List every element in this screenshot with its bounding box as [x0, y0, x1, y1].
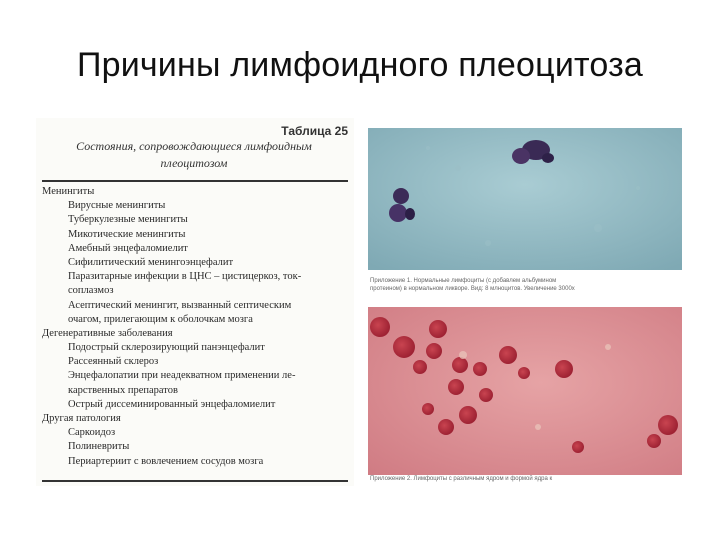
table-body [42, 180, 348, 482]
slide-title: Причины лимфоидного плеоцитоза [76, 46, 644, 84]
micrograph-top-svg [368, 128, 682, 270]
table-caption [44, 138, 344, 172]
table-row: Сифилитический менингоэнцефалит [68, 256, 234, 268]
figure1-caption-line2: протеином) в нормальном ликворе. Вид: 8 млноцитов. Увеличение 3000х [370, 286, 575, 292]
micrograph-lymphocytes-blue [368, 128, 682, 270]
table-row: Подострый склерозирующий панэнцефалит [68, 342, 265, 354]
table-caption-line1: Состояния, сопровождающиеся лимфоидным [76, 139, 312, 153]
table-category: Дегенеративные заболевания [42, 327, 173, 339]
table-row: Рассеянный склероз [68, 356, 159, 368]
table-row: очагом, прилегающим к оболочкам мозга [68, 313, 253, 325]
table-row: соплазмоз [68, 285, 114, 297]
figure1-caption [370, 277, 682, 295]
micrograph-lymphocytes-red [368, 307, 682, 475]
table-row: Полиневриты [68, 441, 130, 453]
table-row: Энцефалопатии при неадекватном применении ле- [68, 370, 296, 382]
table-row: Паразитарные инфекции в ЦНС – цистицеркоз, ток- [68, 271, 302, 283]
table-category: Менингиты [42, 186, 95, 197]
figure1-caption-line1: Приложение 1. Нормальные лимфоциты (с добавлем альбумином [370, 278, 557, 284]
table-caption-line2: плеоцитозом [160, 156, 228, 170]
table-row: Саркоидоз [68, 427, 116, 439]
table-row: Микотические менингиты [68, 228, 186, 240]
table-scan [36, 118, 354, 486]
micrograph-bottom-svg [368, 307, 682, 475]
figure2-caption: Приложение 2. Лимфоциты с различным ядром и формой ядра к [370, 476, 553, 482]
table-row: Вирусные менингиты [68, 200, 166, 212]
table-row: Туберкулезные менингиты [68, 214, 188, 226]
table-row: Острый диссеминированный энцефаломиелит [68, 398, 276, 410]
table-category: Другая патология [42, 413, 121, 424]
table-number: Таблица 25 [281, 124, 348, 138]
table-row: карственных препаратов [68, 384, 178, 396]
table-row: Асептический менингит, вызванный септическим [68, 299, 292, 311]
table-row: Амебный энцефаломиелит [68, 242, 188, 254]
table-row: Периартериит с вовлечением сосудов мозга [68, 455, 264, 467]
